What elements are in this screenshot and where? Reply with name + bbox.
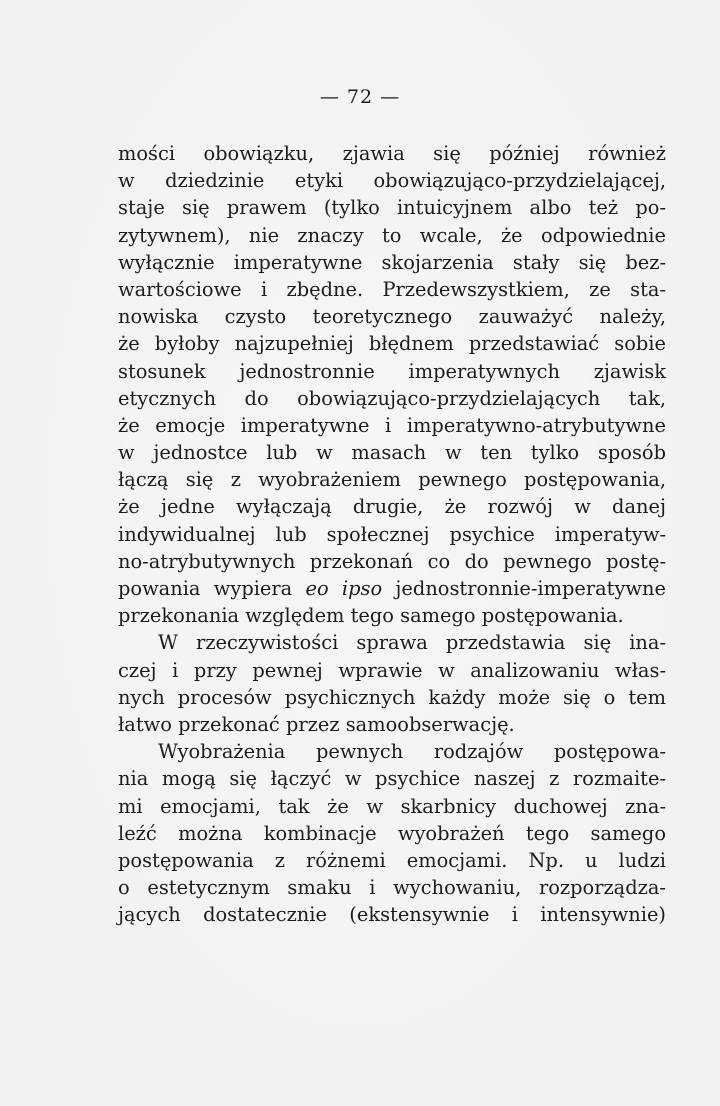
text-line: nych procesów psychicznych każdy może się o tem	[118, 685, 666, 709]
text-line: indywidualnej lub społecznej psychice imperatyw-	[118, 522, 666, 546]
text-line: staje się prawem (tylko intuicyjnem albo też po-	[118, 196, 666, 220]
text-line: łączą się z wyobrażeniem pewnego postępowania,	[118, 468, 666, 492]
text-line: mi emocjami, tak że w skarbnicy duchowej zna-	[118, 794, 666, 818]
text-line: zytywnem), nie znaczy to wcale, że odpowiednie	[118, 223, 666, 247]
page-number: — 72 —	[319, 86, 401, 108]
text-line: Wyobrażenia pewnych rodzajów postępowa-	[158, 740, 666, 764]
text-line: W rzeczywistości sprawa przedstawia się ina-	[158, 631, 666, 655]
text-line: że jedne wyłączają drugie, że rozwój w danej	[118, 495, 666, 519]
italic-phrase: eo ipso	[305, 577, 383, 600]
text-line: czej i przy pewnej wprawie w analizowaniu włas-	[118, 658, 666, 682]
text-line: wartościowe i zbędne. Przedewszystkiem, ze sta-	[118, 277, 666, 301]
text-line: w jednostce lub w masach w ten tylko sposób	[118, 441, 666, 465]
text-line	[118, 575, 666, 602]
text-line: jących dostatecznie (ekstensywnie i intensywnie)	[118, 903, 666, 927]
text-line: postępowania z różnemi emocjami. Np. u ludzi	[118, 848, 666, 872]
text-line: no-atrybutywnych przekonań co do pewnego postę-	[118, 549, 666, 573]
body-text	[118, 140, 666, 928]
text-segment: jednostronnie-imperatywne	[382, 577, 666, 600]
text-line: leźć można kombinacje wyobrażeń tego samego	[118, 821, 666, 845]
text-line: etycznych do obowiązująco-przydzielających tak,	[118, 386, 666, 410]
text-line: stosunek jednostronnie imperatywnych zjawisk	[118, 359, 666, 383]
text-line: łatwo przekonać przez samoobserwację.	[118, 712, 515, 736]
text-line: przekonania względem tego samego postępowania.	[118, 604, 624, 628]
text-line: że byłoby najzupełniej błędnem przedstawiać sobie	[118, 332, 666, 356]
text-line: że emocje imperatywne i imperatywno-atrybutywne	[118, 413, 666, 437]
text-line: mości obowiązku, zjawia się później również	[118, 142, 666, 165]
text-line: o estetycznym smaku i wychowaniu, rozporządza-	[118, 876, 666, 900]
text-line: nia mogą się łączyć w psychice naszej z rozmaite-	[118, 767, 666, 791]
text-segment: powania wypiera	[118, 577, 306, 600]
text-line: wyłącznie imperatywne skojarzenia stały się bez-	[118, 250, 666, 274]
text-line: nowiska czysto teoretycznego zauważyć należy,	[118, 305, 666, 329]
text-line: w dziedzinie etyki obowiązująco-przydzielającej,	[118, 169, 666, 193]
